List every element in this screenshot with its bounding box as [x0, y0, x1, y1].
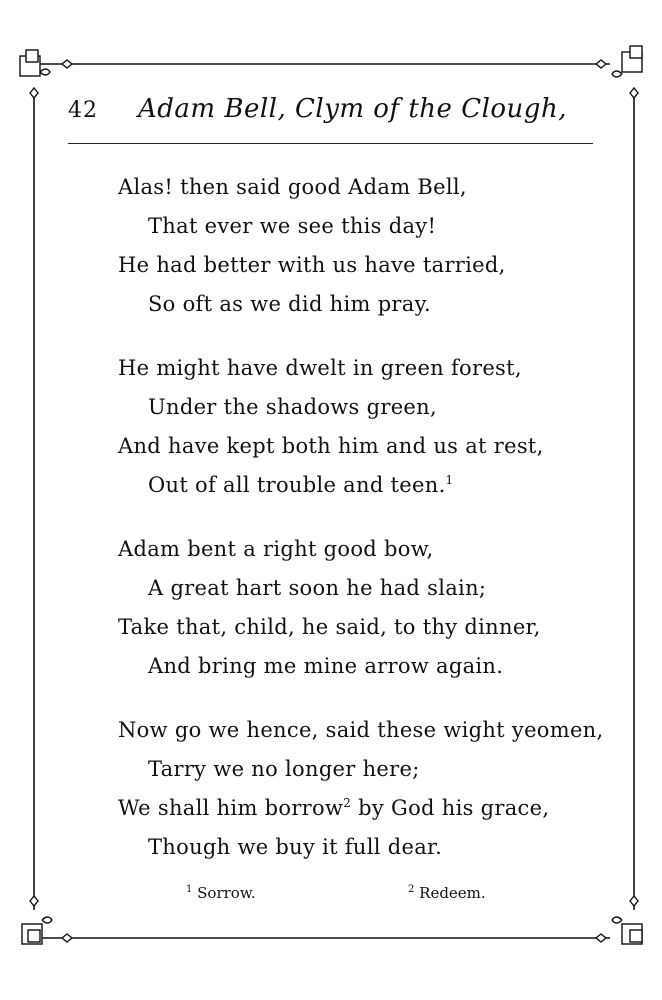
poem-line: Adam bent a right good bow, — [118, 537, 434, 561]
running-title: Adam Bell, Clym of the Clough, — [138, 94, 567, 124]
poem-line: Now go we hence, said these wight yeomen, — [118, 718, 604, 742]
poem-line: A great hart soon he had slain; — [148, 576, 487, 600]
poem-line: And have kept both him and us at rest, — [118, 434, 544, 458]
footnote-ref: 2 — [343, 796, 352, 810]
poem-line: That ever we see this day! — [148, 214, 437, 238]
poem-line: He might have dwelt in green forest, — [118, 356, 522, 380]
header-rule — [68, 143, 593, 144]
poem-line-text: We shall him borrow — [118, 796, 344, 820]
poem-line: Take that, child, he said, to thy dinner, — [118, 615, 541, 639]
footnote — [408, 884, 486, 902]
footnote — [186, 884, 256, 902]
page-number: 42 — [68, 98, 98, 123]
footnote-ref: 1 — [445, 473, 454, 487]
poem-line — [148, 473, 453, 497]
poem-line-text: by God his grace, — [351, 796, 550, 820]
poem-line-text: Out of all trouble and teen. — [148, 473, 446, 497]
footnote-text: Redeem. — [419, 884, 486, 902]
poem-line: Though we buy it full dear. — [148, 835, 443, 859]
poem-line: And bring me mine arrow again. — [148, 654, 504, 678]
poem-line: Alas! then said good Adam Bell, — [118, 175, 467, 199]
poem-line: Tarry we no longer here; — [148, 757, 420, 781]
poem-line: So oft as we did him pray. — [148, 292, 431, 316]
poem-line: He had better with us have tarried, — [118, 253, 506, 277]
poem-line — [118, 796, 549, 820]
footnote-text: Sorrow. — [197, 884, 256, 902]
footnote-marker: 2 — [408, 884, 415, 895]
poem-line: Under the shadows green, — [148, 395, 437, 419]
footnote-marker: 1 — [186, 884, 193, 895]
